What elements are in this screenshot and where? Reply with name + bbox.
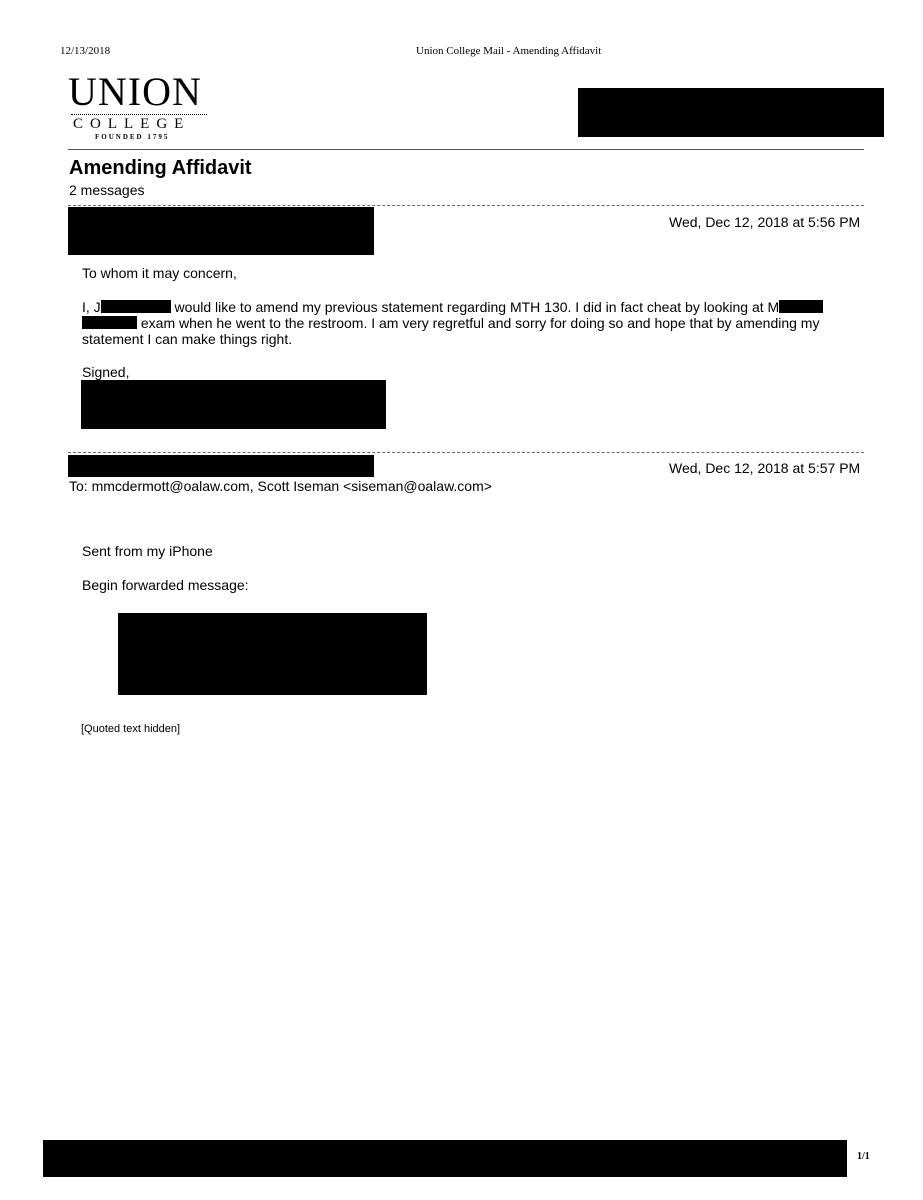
inline-redaction-classmate <box>779 300 823 313</box>
message2-recipients: To: mmcdermott@oalaw.com, Scott Iseman <siseman@oalaw.com> <box>69 478 492 494</box>
message-count: 2 messages <box>69 182 145 198</box>
redaction-sender-2 <box>68 455 374 477</box>
body-text-3: exam when he went to the restroom. I am very regretful and sorry for doing so and hope that by amending my statement I can make things right. <box>82 315 820 347</box>
logo-union-text: UNION <box>68 69 202 114</box>
page-number: 1/1 <box>857 1151 870 1162</box>
message1-divider <box>68 205 864 206</box>
inline-redaction-name <box>101 300 171 313</box>
redaction-header <box>578 88 884 137</box>
message2-divider <box>68 452 864 453</box>
print-date: 12/13/2018 <box>60 45 111 57</box>
message2-sent-from: Sent from my iPhone <box>82 543 213 559</box>
message1-date: Wed, Dec 12, 2018 at 5:56 PM <box>669 214 861 230</box>
union-college-logo <box>68 70 218 142</box>
logo-founded-text: FOUNDED 1795 <box>95 133 170 141</box>
header-divider <box>68 149 864 150</box>
message2-date: Wed, Dec 12, 2018 at 5:57 PM <box>669 460 861 476</box>
inline-redaction-classmate-2 <box>82 316 137 329</box>
message2-forwarded-label: Begin forwarded message: <box>82 577 249 593</box>
message1-greeting: To whom it may concern, <box>82 265 237 281</box>
redaction-signature <box>81 380 386 429</box>
message1-body <box>82 299 862 347</box>
body-text-1: I, J <box>82 299 101 315</box>
print-title: Union College Mail - Amending Affidavit <box>416 45 602 57</box>
body-text-2: would like to amend my previous statement regarding MTH 130. I did in fact cheat by looking at M <box>170 299 780 315</box>
redaction-forwarded-header <box>118 613 427 695</box>
logo-college-text: COLLEGE <box>73 116 191 132</box>
redaction-footer <box>43 1140 847 1177</box>
message1-signed: Signed, <box>82 364 130 380</box>
quoted-text-hidden[interactable]: [Quoted text hidden] <box>81 723 181 735</box>
redaction-sender-1 <box>68 207 374 255</box>
email-subject: Amending Affidavit <box>69 157 252 179</box>
